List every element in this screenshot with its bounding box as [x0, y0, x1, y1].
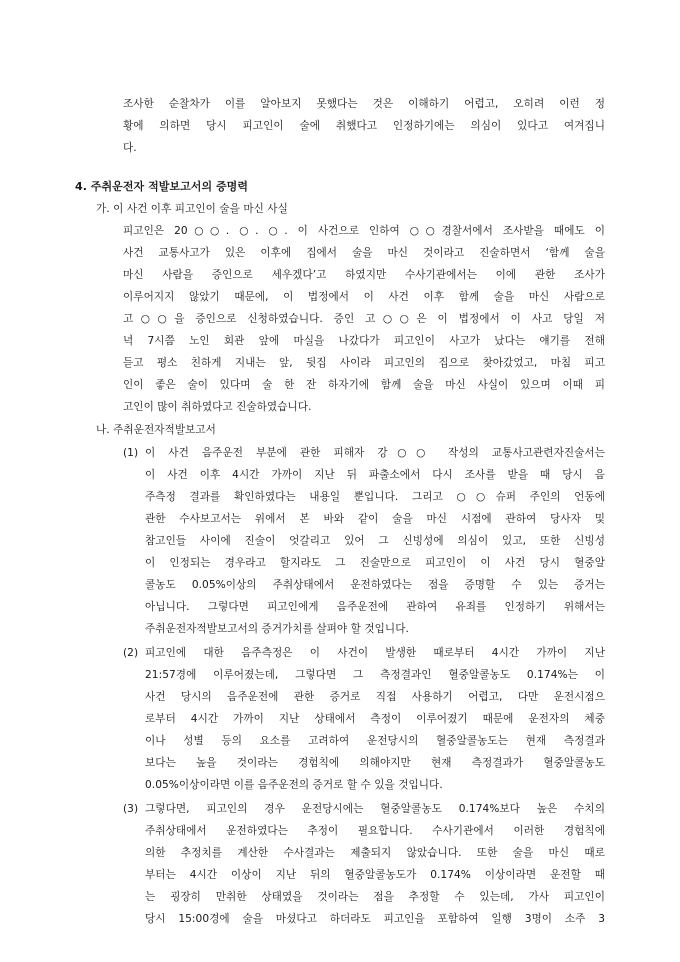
item-3-line-4: 부터는 4시간 이상이 지난 뒤의 혈중알콜농도가 0.174% 이상이라면 운전할 때 — [145, 869, 605, 881]
ga-line-3: 마신 사람을 증인으로 세우겠다’고 하였지만 수사기관에서는 이에 관한 조사가 — [123, 269, 605, 281]
item-3-line-1: 그렇다면, 피고인의 경우 운전당시에는 혈중알콜농도 0.174%보다 높은 수치의 — [145, 803, 605, 815]
item-2-line-7: 0.05%이상이라면 이를 음주운전의 증거로 할 수 있을 것입니다. — [145, 779, 443, 791]
item-1-line-8: 아닙니다. 그렇다면 피고인에게 음주운전에 관하여 유죄를 인정하기 위해서는 — [145, 601, 605, 613]
ga-line-7: 듣고 평소 친하게 지내는 앞, 뒷집 사이라 피고인의 집으로 찾아갔었고, 마침 피고 — [123, 357, 605, 369]
item-3-line-2: 주취상태에서 운전하였다는 추정이 필요합니다. 수사기관에서 이러한 경험칙에 — [145, 825, 605, 837]
item-1-line-3: 주측정 결과를 확인하였다는 내용일 뿐입니다. 그리고 ○○슈퍼 주인의 언동에 — [145, 491, 605, 503]
item-3-line-3: 의한 추정치를 계산한 수사결과는 제출되지 않았습니다. 또한 술을 마신 때로 — [145, 847, 605, 859]
item-2-line-2: 21:57경에 이루어졌는데, 그렇다면 그 측정결과인 혈중알콜농도 0.174%는 이 — [145, 669, 605, 681]
item-1-line-4: 관한 수사보고서는 위에서 본 바와 같이 술을 마신 시점에 관하여 당사자 및 — [145, 513, 605, 525]
item-2-line-4: 로부터 4시간 가까이 지난 상태에서 측정이 이루어졌기 때문에 운전자의 체중 — [145, 713, 605, 725]
ga-line-4: 이루어지지 않았기 때문에, 이 법정에서 이 사건 이후 함께 술을 마신 사람으로 — [123, 291, 605, 303]
item-3-line-6: 당시 15:00경에 술을 마셨다고 하더라도 피고인을 포함하여 일행 3명이 소주 3 — [145, 913, 605, 925]
item-2-number: (2) — [123, 647, 139, 659]
subsection-na-heading: 나. 주취운전자적발보고서 — [96, 424, 216, 436]
item-1-line-6: 이 인정되는 경우라고 할지라도 그 진술만으로 피고인이 이 사건 당시 혈중알 — [145, 557, 605, 569]
ga-line-9: 고인이 많이 취하였다고 진술하였습니다. — [123, 401, 312, 413]
item-1-line-5: 참고인들 사이에 진술이 엇갈리고 있어 그 신빙성에 의심이 있고, 또한 신빙성 — [145, 535, 605, 547]
item-1-line-1: 이 사건 음주운전 부분에 관한 피해자 강○○ 작성의 교통사고관련자진술서는 — [145, 447, 605, 459]
item-1-line-7: 콜농도 0.05%이상의 주취상태에서 운전하였다는 점을 증명할 수 있는 증거는 — [145, 579, 605, 591]
intro-line-3: 다. — [123, 142, 137, 154]
item-1-line-2: 이 사건 이후 4시간 가까이 지난 뒤 파출소에서 다시 조사를 받을 때 당시 음 — [145, 469, 605, 481]
intro-line-2: 황에 의하면 당시 피고인이 술에 취했다고 인정하기에는 의심이 있다고 여겨집니 — [123, 120, 605, 132]
item-2-line-1: 피고인에 대한 음주측정은 이 사건이 발생한 때로부터 4시간 가까이 지난 — [145, 647, 605, 659]
item-1-number: (1) — [123, 447, 139, 459]
ga-line-2: 사건 교통사고가 있은 이후에 집에서 술을 마신 것이라고 진술하면서 ‘함께 술을 — [123, 247, 605, 259]
ga-line-6: 녁 7시쯤 노인 회관 앞에 마실을 나갔다가 피고인이 사고가 났다는 얘기를 전해 — [123, 335, 605, 347]
item-2-line-5: 이나 성별 등의 요소를 고려하여 운전당시의 혈중알콜농도는 현재 측정결과 — [145, 735, 605, 747]
intro-line-1: 조사한 순찰차가 이를 알아보지 못했다는 것은 이해하기 어렵고, 오히려 이런 정 — [123, 98, 605, 110]
ga-line-5: 고○○을 증인으로 신청하였습니다. 증인 고○○은 이 법정에서 이 사고 당일 저 — [123, 313, 605, 325]
item-3-line-5: 는 굉장히 만취한 상태였을 것이라는 점을 추정할 수 있는데, 가사 피고인이 — [145, 891, 605, 903]
ga-line-8: 인이 좋은 술이 있다며 술 한 잔 하자기에 함께 술을 마신 사실이 있으며 이때 피 — [123, 379, 605, 391]
section-4-heading: 4. 주취운전자 적발보고서의 증명력 — [75, 180, 249, 193]
ga-line-1: 피고인은 20○○. ○. ○. 이 사건으로 인하여 ○○경찰서에서 조사받을 때에도 이 — [123, 225, 605, 237]
item-3-number: (3) — [123, 803, 139, 815]
item-1-line-9: 주취운전자적발보고서의 증거가치를 살펴야 할 것입니다. — [145, 623, 409, 635]
item-2-line-3: 사건 당시의 음주운전에 관한 증거로 직접 사용하기 어렵고, 다만 운전시점으 — [145, 691, 605, 703]
subsection-ga-heading: 가. 이 사건 이후 피고인이 술을 마신 사실 — [96, 203, 288, 215]
item-2-line-6: 보다는 높을 것이라는 경험칙에 의해야지만 현재 측정결과가 혈중알콜농도 — [145, 757, 605, 769]
